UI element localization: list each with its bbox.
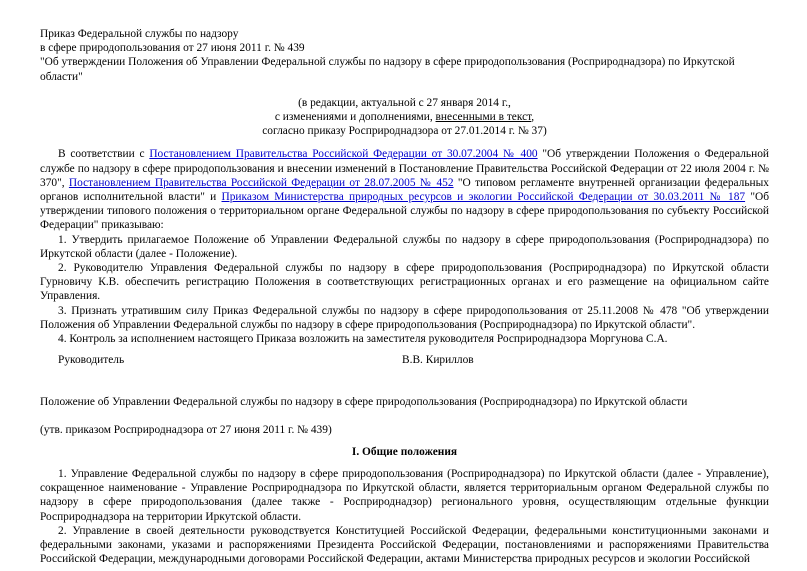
header-line-1: Приказ Федеральной службы по надзору (40, 28, 239, 40)
signature-role: Руководитель (58, 354, 125, 367)
preamble-text-4: "Об утверждении типового положения о территориальном органе Федеральной службы по надзору в сфере природопользования по субъекту Российской Федерации" приказываю: (40, 191, 769, 232)
regulation-approved: (утв. приказом Росприроднадзора от 27 июня 2011 г. № 439) (40, 423, 332, 436)
spacer (40, 367, 769, 395)
order-item-1: 1. Утвердить прилагаемое Положение об Управлении Федеральной службы по надзору в сфере природопользования (Росприроднадзора) по Иркутской области (далее - Положение). (40, 233, 769, 260)
link-decree-452[interactable]: Постановлением Правительства Российской Федерации от 28.07.2005 № 452 (68, 176, 454, 189)
order-item-3: 3. Признать утратившим силу Приказ Федеральной службы по надзору в сфере природопользования от 25.11.2008 № 478 "Об утверждении Положения об Управлении Федеральной службы по надзору в сфере природопользования (Росприроднадзора) по Иркутской области". (40, 304, 769, 331)
regulation-paragraph-1: 1. Управление Федеральной службы по надзору в сфере природопользования (Росприроднадзора) по Иркутской области (далее - Управление), сокращенное наименование - Управление Росприроднадзора по Иркутской области, является территориальным органом Федеральной службы по надзору в сфере природопользования (далее также - Росприроднадзор) регионального уровня, осуществляющим отдельные функции Росприроднадзора на территории Иркутской области. (40, 468, 769, 523)
revision-line-1: (в редакции, актуальной с 27 января 2014 г., (298, 96, 511, 109)
order-header (40, 27, 769, 84)
preamble-text-1: В соответствии с (58, 148, 150, 161)
spacer (40, 410, 769, 423)
section-heading-general: I. Общие положения (351, 445, 458, 458)
revision-line-2 (40, 110, 769, 124)
preamble-paragraph (40, 147, 769, 232)
preamble-text-3: "О типовом регламенте внутренней организации федеральных органов исполнительной власти" и (40, 176, 769, 204)
link-order-187[interactable]: Приказом Министерства природных ресурсов и экологии Российской Федерации от 30.03.2011 № 187 (221, 191, 746, 204)
link-decree-400[interactable]: Постановлением Правительства Российской Федерации от 30.07.2004 № 400 (149, 148, 538, 161)
revision-line-2-text-b: , (531, 111, 535, 124)
signature-name: В.В. Кириллов (402, 354, 474, 367)
amendments-link[interactable]: внесенными в текст (435, 111, 532, 124)
order-item-4: 4. Контроль за исполнением настоящего Приказа возложить на заместителя руководителя Росприроднадзора Моргунова С.А. (58, 333, 668, 346)
order-item-2: 2. Руководителю Управления Федеральной службы по надзору в сфере природопользования (Росприроднадзора) по Иркутской области Гурновичу К.В. обеспечить регистрацию Положения в соответствующих регистрационных органах и его размещение на официальном сайте Управления. (40, 262, 769, 303)
regulation-paragraph-2: 2. Управление в своей деятельности руководствуется Конституцией Российской Федерации, федеральными конституционными законами и федеральными законами, указами и распоряжениями Президента Российской Федерации, постановлениями и распоряжениями Правительства Российской Федерации, международными договорами Российской Федерации, актами Министерства природных ресурсов и экологии Российской (40, 524, 769, 566)
revision-line-2-text-a: с изменениями и дополнениями, (274, 111, 436, 124)
preamble-text-2: "Об утверждении Положения о Федеральной службе по надзору в сфере природопользования и внесении изменений в Постановление Правительства Российской Федерации от 22 июля 2004 г. № 370", (40, 148, 769, 189)
signature-block (40, 353, 769, 367)
revision-note (40, 96, 769, 139)
header-line-2: в сфере природопользования от 27 июня 2011 г. № 439 (40, 42, 305, 55)
header-line-3: "Об утверждении Положения об Управлении Федеральной службы по надзору в сфере природопользования (Росприроднадзора) по Иркутской области" (40, 56, 735, 83)
revision-line-3: согласно приказу Росприроднадзора от 27.01.2014 г. № 37) (262, 125, 547, 138)
regulation-title: Положение об Управлении Федеральной службы по надзору в сфере природопользования (Росприроднадзора) по Иркутской области (40, 396, 688, 409)
